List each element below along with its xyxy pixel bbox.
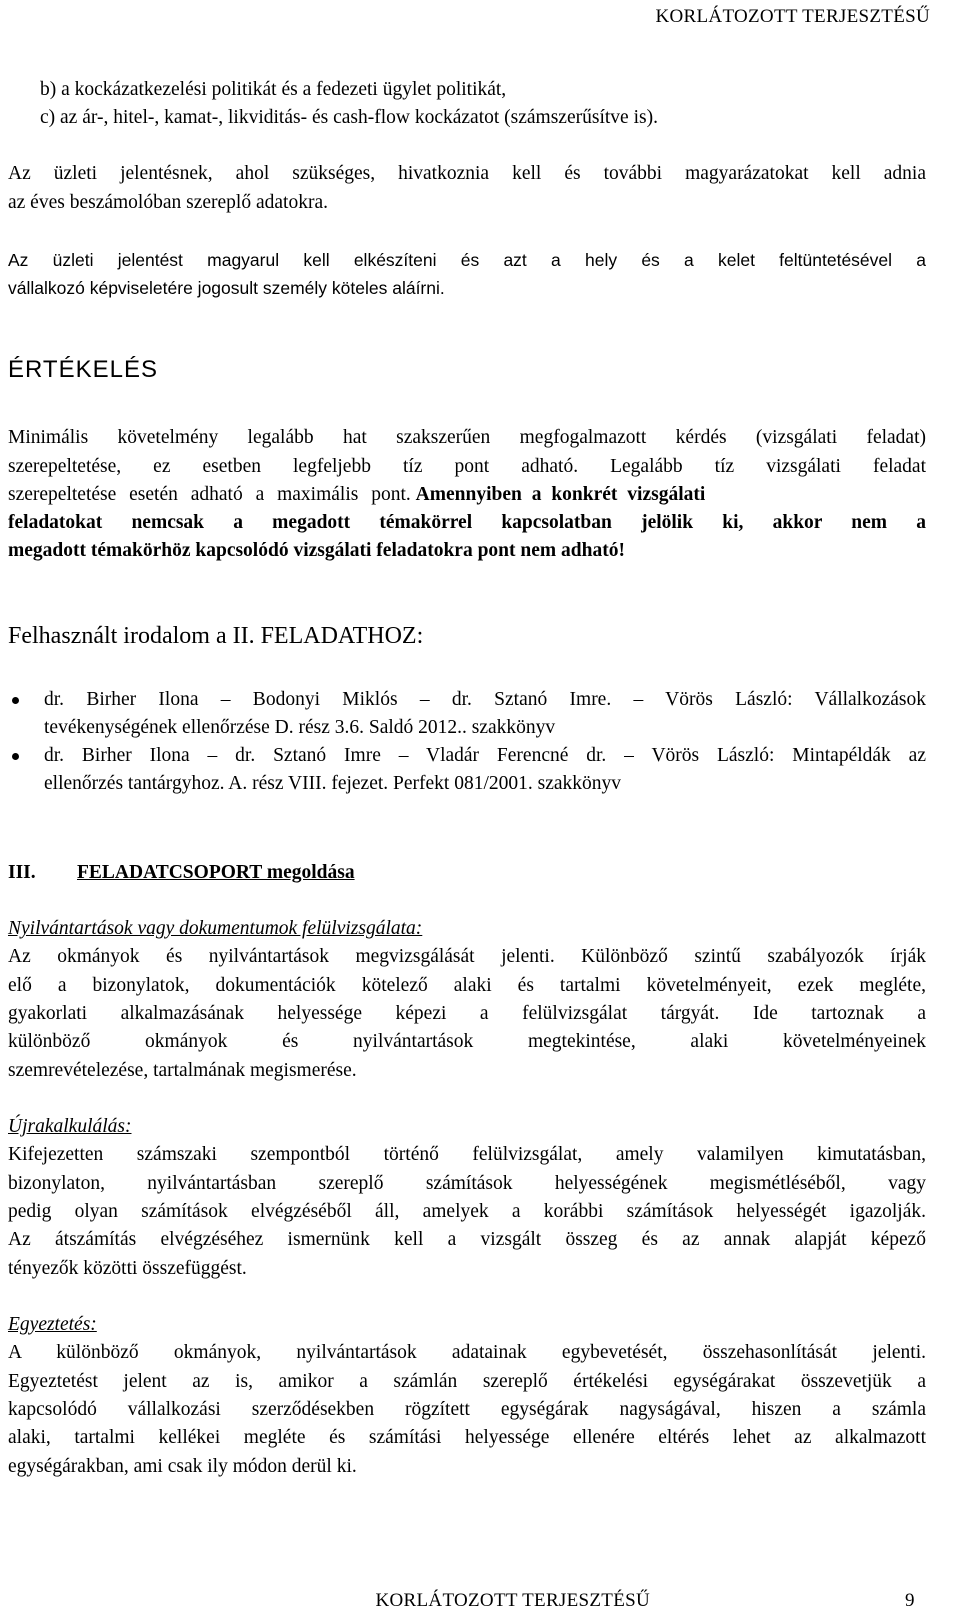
page-footer: KORLÁTOZOTT TERJESZTÉSŰ (375, 1590, 650, 1611)
evaluation-line-3-normal: szerepeltetése esetén adható a maximális pont. (8, 484, 411, 505)
recalc-line-5: tényezők közötti összefüggést. (8, 1258, 247, 1279)
page-header: KORLÁTOZOTT TERJESZTÉSŰ (655, 6, 930, 27)
recalc-line-1: Kifejezetten számszaki szempontból történő felülvizsgálat, amely valamilyen kimutatásban, (8, 1144, 926, 1165)
section-title-text: FELADATCSOPORT megoldása (77, 862, 355, 883)
literature-item-2-line-2: ellenőrzés tantárgyhoz. A. rész VIII. fejezet. Perfekt 081/2001. szakkönyv (44, 773, 622, 794)
intro-paragraph-1-line-1: Az üzleti jelentésnek, ahol szükséges, hivatkoznia kell és további magyarázatokat kell adnia (8, 163, 926, 184)
literature-item-2-line-1: dr. Birher Ilona – dr. Sztanó Imre – Vladár Ferencné dr. – Vörös László: Mintapéldák az (44, 745, 926, 766)
page-number: 9 (905, 1590, 915, 1611)
recalc-line-4: Az átszámítás elvégzéséhez ismernünk kell a vizsgált összeg és az annak alapját képező (8, 1229, 926, 1250)
review-heading: Nyilvántartások vagy dokumentumok felülvizsgálata: (8, 918, 423, 939)
evaluation-line-2: szerepeltetése, ez esetben legfeljebb tíz pont adható. Legalább tíz vizsgálati feladat (8, 456, 926, 477)
reconcile-line-1: A különböző okmányok, nyilvántartások adatainak egybevetését, összehasonlítását jelenti. (8, 1342, 926, 1363)
literature-item-1-line-1: dr. Birher Ilona – Bodonyi Miklós – dr. Sztanó Imre. – Vörös László: Vállalkozások (44, 689, 926, 710)
recalc-heading: Újrakalkulálás: (8, 1116, 132, 1137)
list-item-c: c) az ár-, hitel-, kamat-, likviditás- és cash-flow kockázatot (számszerűsítve is). (40, 107, 658, 128)
evaluation-line-3 (8, 481, 926, 509)
recalc-line-2: bizonylaton, nyilvántartásban szereplő számítások helyességének megismétléséből, vagy (8, 1173, 926, 1194)
intro-paragraph-1-line-2: az éves beszámolóban szereplő adatokra. (8, 192, 328, 213)
reconcile-heading: Egyeztetés: (8, 1314, 97, 1335)
recalc-line-3: pedig olyan számítások elvégzéséből áll, amelyek a korábbi számítások helyességét igazolják. (8, 1201, 926, 1222)
evaluation-heading: ÉRTÉKELÉS (8, 356, 158, 383)
literature-item-1-line-2: tevékenységének ellenőrzése D. rész 3.6. Saldó 2012.. szakkönyv (44, 717, 556, 738)
review-line-3: gyakorlati alkalmazásának helyessége képezi a felülvizsgálat tárgyát. Ide tartoznak a (8, 1003, 926, 1024)
evaluation-line-5: megadott témakörhöz kapcsolódó vizsgálati feladatokra pont nem adható! (8, 540, 625, 561)
literature-heading: Felhasznált irodalom a II. FELADATHOZ: (8, 623, 424, 649)
evaluation-line-1: Minimális követelmény legalább hat szakszerűen megfogalmazott kérdés (vizsgálati feladat) (8, 427, 926, 448)
evaluation-line-3-bold: Amennyiben a konkrét vizsgálati (415, 484, 706, 505)
review-line-2: elő a bizonylatok, dokumentációk kötelező alaki és tartalmi követelményeit, ezek megléte, (8, 975, 926, 996)
bullet-icon (12, 753, 19, 760)
evaluation-line-4: feladatokat nemcsak a megadott témakörrel kapcsolatban jelölik ki, akkor nem a (8, 512, 926, 533)
review-line-5: szemrevételezése, tartalmának megismerése. (8, 1060, 357, 1081)
reconcile-line-4: alaki, tartalmi kellékei megléte és számítási helyessége ellenére eltérés lehet az alkalmazott (8, 1427, 926, 1448)
review-line-1: Az okmányok és nyilvántartások megvizsgálását jelenti. Különböző szintű szabályozók írják (8, 946, 926, 967)
reconcile-line-2: Egyeztetést jelent az is, amikor a számlán szereplő értékelési egységárakat összevetjük a (8, 1371, 926, 1392)
section-title (77, 859, 355, 887)
intro-paragraph-2-line-1: Az üzleti jelentést magyarul kell elkészíteni és azt a hely és a kelet feltüntetésével a (8, 250, 926, 270)
list-item-b: b) a kockázatkezelési politikát és a fedezeti ügylet politikát, (40, 79, 507, 100)
bullet-icon (12, 697, 19, 704)
review-line-4: különböző okmányok és nyilvántartások megtekintése, alaki követelményeinek (8, 1031, 926, 1052)
reconcile-line-5: egységárakban, ami csak ily módon derül ki. (8, 1456, 357, 1477)
intro-paragraph-2-line-2: vállalkozó képviseletére jogosult személy köteles aláírni. (8, 278, 445, 298)
section-number: III. (8, 862, 36, 883)
reconcile-line-3: kapcsolódó vállalkozási szerződésekben rögzített egységárak nagyságával, hiszen a számla (8, 1399, 926, 1420)
